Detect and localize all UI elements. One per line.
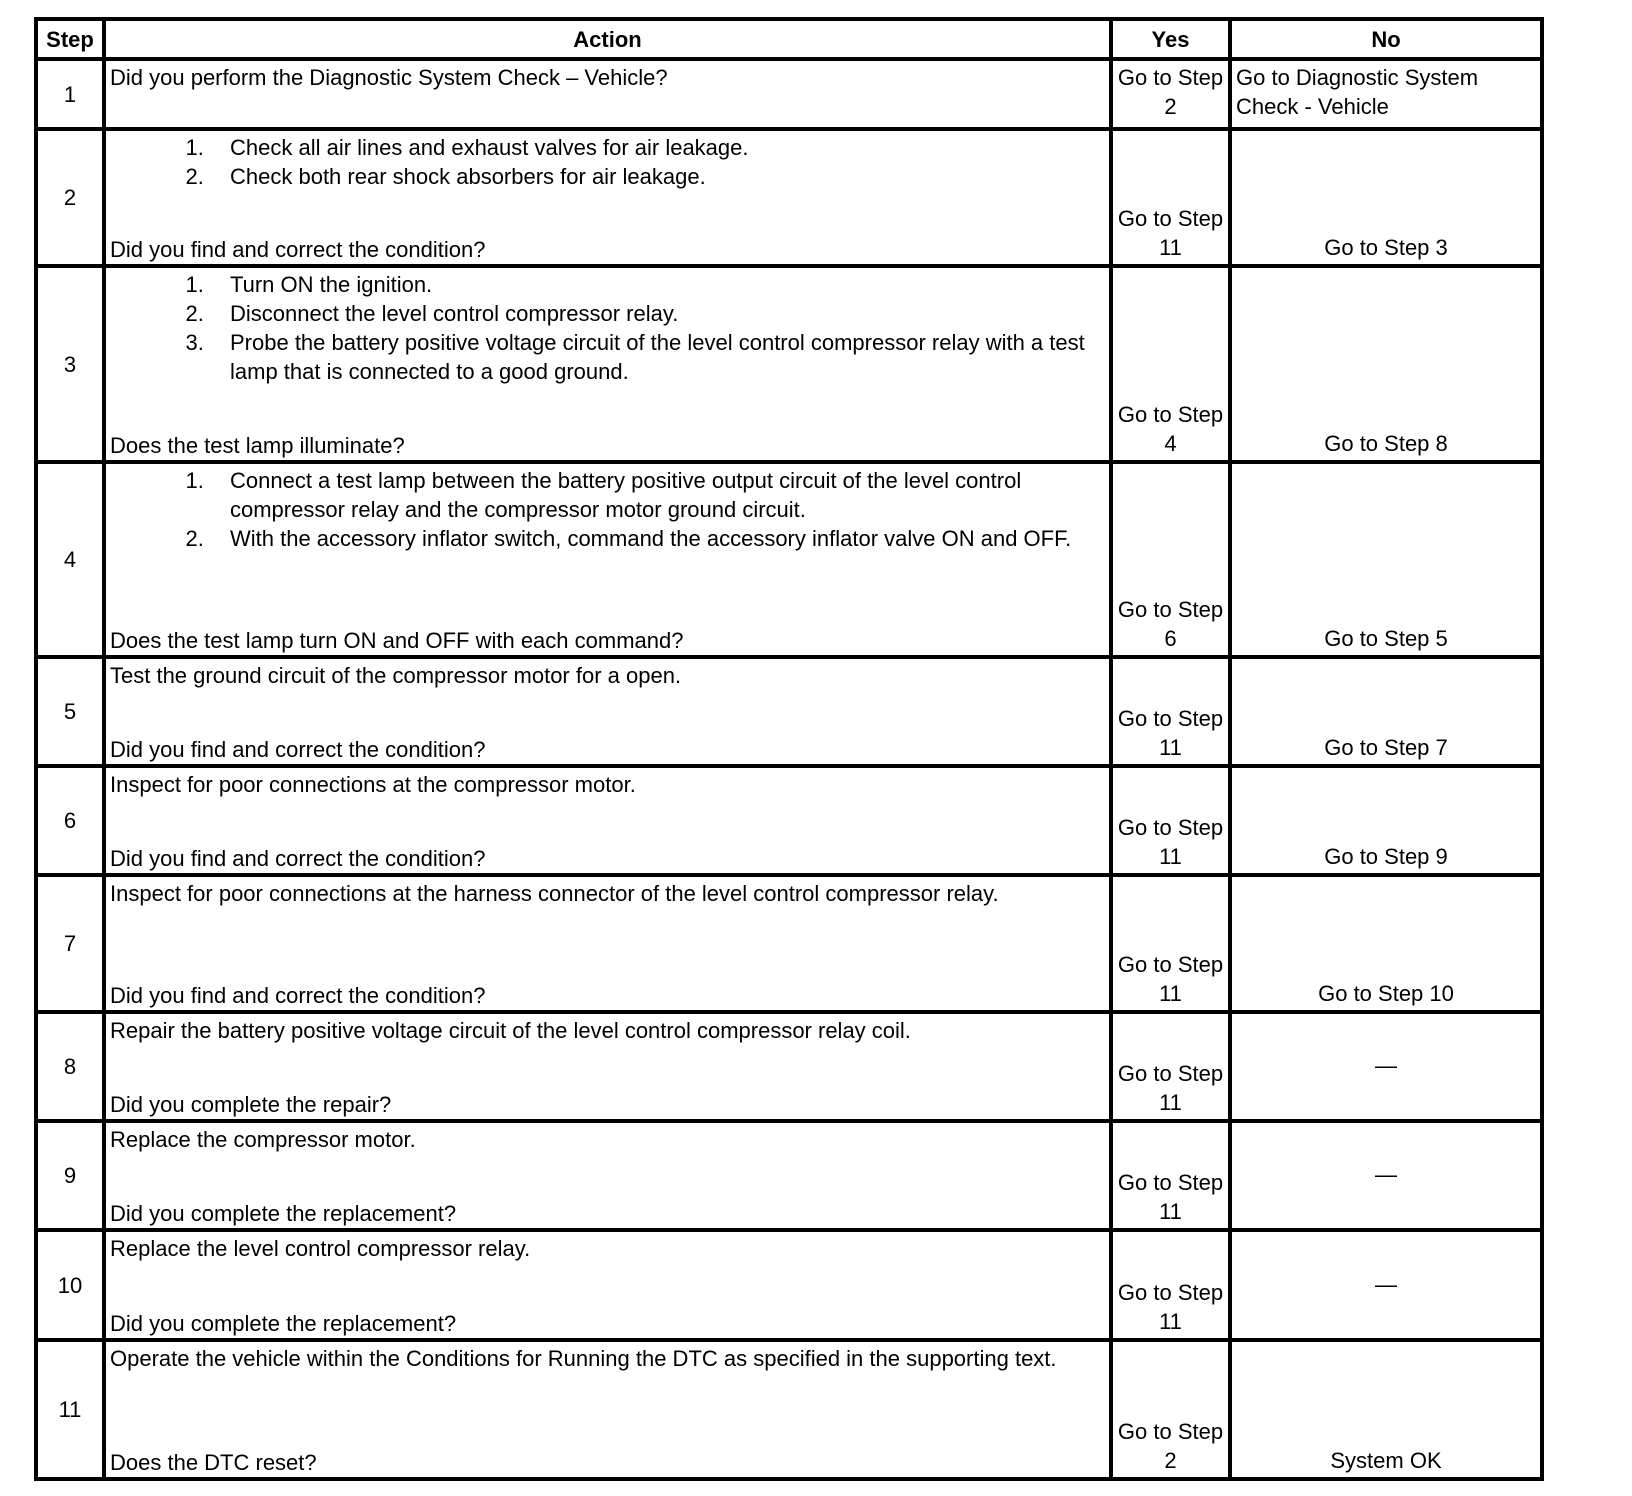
action-cell (110, 270, 1105, 460)
table-row (36, 1340, 1542, 1479)
action-question: Did you find and correct the condition? (110, 983, 486, 1008)
step-number: 10 (36, 1230, 104, 1340)
no-result: — (1230, 1012, 1542, 1121)
steps-list (110, 466, 1105, 553)
header-no: No (1230, 19, 1542, 59)
action-question: Did you perform the Diagnostic System Check – Vehicle? (110, 65, 668, 90)
table-row (36, 766, 1542, 875)
action-question: Does the test lamp turn ON and OFF with each command? (110, 628, 684, 653)
table-row (36, 1230, 1542, 1340)
list-item: 2. Disconnect the level control compressor relay. (210, 299, 1105, 328)
step-number: 2 (36, 129, 104, 266)
action-question: Does the DTC reset? (110, 1450, 317, 1475)
list-item: 2. Check both rear shock absorbers for air leakage. (210, 162, 1105, 191)
step-number: 8 (36, 1012, 104, 1121)
action-cell (110, 1344, 1105, 1477)
table-row (36, 875, 1542, 1012)
table-row (36, 657, 1542, 766)
step-number: 3 (36, 266, 104, 462)
yes-result: Go to Step 11 (1111, 766, 1230, 875)
step-number: 11 (36, 1340, 104, 1479)
step-number: 4 (36, 462, 104, 657)
action-question: Did you find and correct the condition? (110, 237, 486, 262)
yes-result: Go to Step 11 (1111, 657, 1230, 766)
step-number: 9 (36, 1121, 104, 1230)
action-question: Did you complete the replacement? (110, 1201, 457, 1226)
list-item: 3. Probe the battery positive voltage circuit of the level control compressor relay with a test lamp that is connected to a good ground. (210, 328, 1105, 386)
action-question: Did you find and correct the condition? (110, 846, 486, 871)
action-instruction: Inspect for poor connections at the compressor motor. (110, 772, 636, 797)
action-question: Did you find and correct the condition? (110, 737, 486, 762)
table-row (36, 266, 1542, 462)
action-cell (110, 879, 1105, 1010)
yes-result: Go to Step 11 (1111, 1121, 1230, 1230)
list-item: 1. Connect a test lamp between the battery positive output circuit of the level control compressor relay and the compressor motor ground circuit. (210, 466, 1105, 524)
header-step: Step (36, 19, 104, 59)
action-instruction: Test the ground circuit of the compressor motor for a open. (110, 663, 682, 688)
no-result: Go to Step 3 (1230, 129, 1542, 266)
steps-list (110, 133, 1105, 191)
yes-result: Go to Step 11 (1111, 1230, 1230, 1340)
action-cell (110, 770, 1105, 873)
action-question: Did you complete the replacement? (110, 1311, 457, 1336)
no-result: — (1230, 1121, 1542, 1230)
header-action: Action (104, 19, 1111, 59)
no-result: Go to Step 7 (1230, 657, 1542, 766)
no-result: — (1230, 1230, 1542, 1340)
action-cell (110, 63, 1105, 127)
action-instruction: Operate the vehicle within the Conditions for Running the DTC as specified in the supporting text. (110, 1346, 1057, 1371)
list-item: 1. Check all air lines and exhaust valves for air leakage. (210, 133, 1105, 162)
list-item: 2. With the accessory inflator switch, command the accessory inflator valve ON and OFF. (210, 524, 1105, 553)
action-instruction: Replace the compressor motor. (110, 1127, 416, 1152)
table-row (36, 129, 1542, 266)
diagnostic-table (34, 17, 1544, 1481)
step-number: 5 (36, 657, 104, 766)
no-result: System OK (1230, 1340, 1542, 1479)
action-cell (110, 1234, 1105, 1338)
no-result: Go to Step 9 (1230, 766, 1542, 875)
yes-result: Go to Step 4 (1111, 266, 1230, 462)
action-cell (110, 133, 1105, 264)
steps-list (110, 270, 1105, 386)
list-item: 1. Turn ON the ignition. (210, 270, 1105, 299)
no-result: Go to Step 10 (1230, 875, 1542, 1012)
step-number: 7 (36, 875, 104, 1012)
table-row (36, 1012, 1542, 1121)
action-cell (110, 1016, 1105, 1119)
header-row (36, 19, 1542, 59)
action-cell (110, 466, 1105, 655)
table-row (36, 59, 1542, 129)
yes-result: Go to Step 6 (1111, 462, 1230, 657)
action-instruction: Inspect for poor connections at the harness connector of the level control compressor relay. (110, 881, 999, 906)
yes-result: Go to Step 11 (1111, 129, 1230, 266)
step-number: 1 (36, 59, 104, 129)
yes-result: Go to Step 11 (1111, 1012, 1230, 1121)
step-number: 6 (36, 766, 104, 875)
yes-result: Go to Step 2 (1111, 59, 1230, 129)
action-cell (110, 661, 1105, 764)
action-instruction: Repair the battery positive voltage circuit of the level control compressor relay coil. (110, 1018, 911, 1043)
table-row (36, 1121, 1542, 1230)
action-instruction: Replace the level control compressor relay. (110, 1236, 531, 1261)
action-question: Does the test lamp illuminate? (110, 433, 405, 458)
yes-result: Go to Step 2 (1111, 1340, 1230, 1479)
action-cell (110, 1125, 1105, 1228)
action-question: Did you complete the repair? (110, 1092, 392, 1117)
header-yes: Yes (1111, 19, 1230, 59)
table-row (36, 462, 1542, 657)
yes-result: Go to Step 11 (1111, 875, 1230, 1012)
no-result: Go to Step 5 (1230, 462, 1542, 657)
no-result: Go to Step 8 (1230, 266, 1542, 462)
no-result: Go to Diagnostic System Check - Vehicle (1230, 59, 1542, 129)
